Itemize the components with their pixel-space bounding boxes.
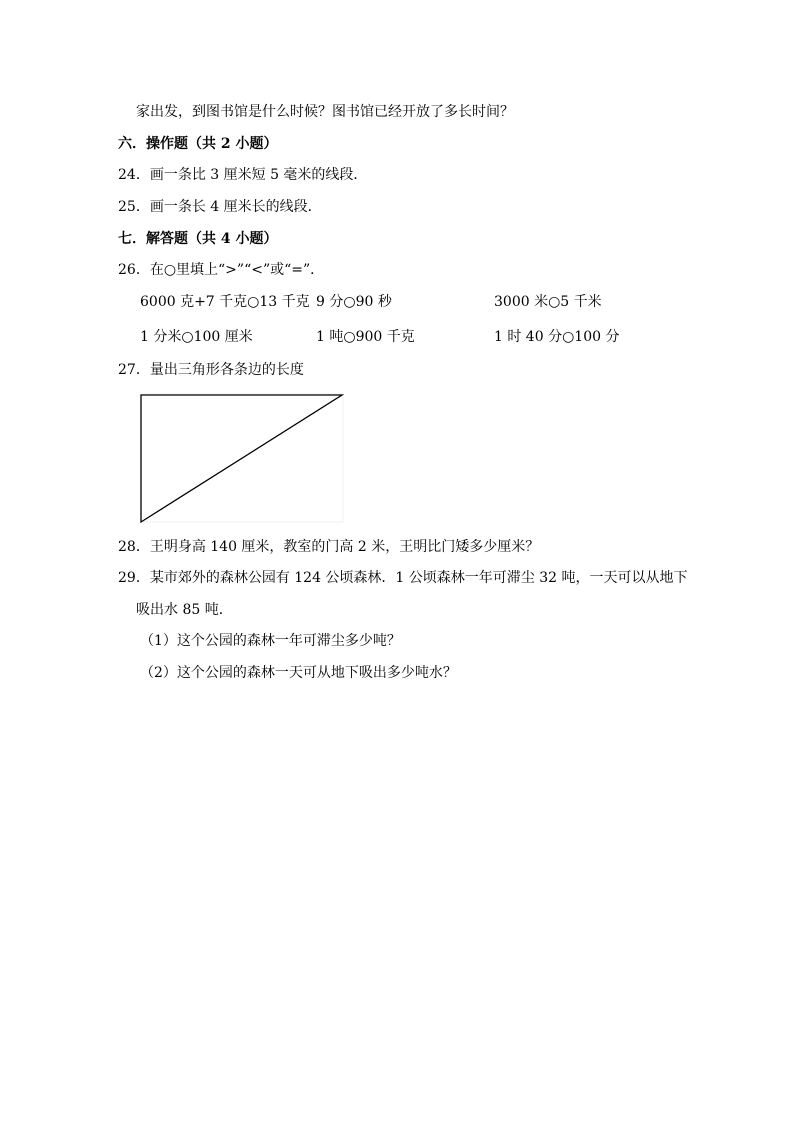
question-24: 24．画一条比 3 厘米短 5 毫米的线段． [118, 167, 368, 183]
comparison-1: 6000 克+7 千克○13 千克 [140, 294, 310, 310]
comparison-3: 3000 米○5 千米 [494, 294, 602, 310]
question-29-continued: 吸出水 85 吨． [136, 602, 233, 618]
question-25: 25．画一条长 4 厘米长的线段． [118, 199, 322, 215]
comparison-4: 1 分米○100 厘米 [140, 329, 253, 345]
comparison-6: 1 时 40 分○100 分 [494, 329, 620, 345]
triangle-shape [141, 395, 342, 522]
question-29: 29．某市郊外的森林公园有 124 公顷森林．1 公顷森林一年可滞尘 32 吨，一天可以从地下 [118, 570, 688, 586]
section-heading-7: 七．解答题（共 4 小题） [118, 231, 278, 247]
continuation-text: 家出发，到图书馆是什么时候？图书馆已经开放了多长时间？ [136, 104, 514, 120]
question-29-part-2: （2）这个公园的森林一天可从地下吸出多少吨水？ [140, 665, 457, 681]
question-29-part-1: （1）这个公园的森林一年可滞尘多少吨？ [140, 633, 401, 649]
right-triangle-figure [140, 393, 346, 525]
comparison-2: 9 分○90 秒 [316, 294, 392, 310]
question-27: 27．量出三角形各条边的长度 [118, 362, 304, 378]
section-heading-6: 六．操作题（共 2 小题） [118, 136, 278, 152]
question-26: 26．在○里填上“>”“<”或“=”． [118, 262, 325, 278]
question-28: 28．王明身高 140 厘米，教室的门高 2 米，王明比门矮多少厘米？ [118, 539, 540, 555]
comparison-5: 1 吨○900 千克 [316, 329, 415, 345]
